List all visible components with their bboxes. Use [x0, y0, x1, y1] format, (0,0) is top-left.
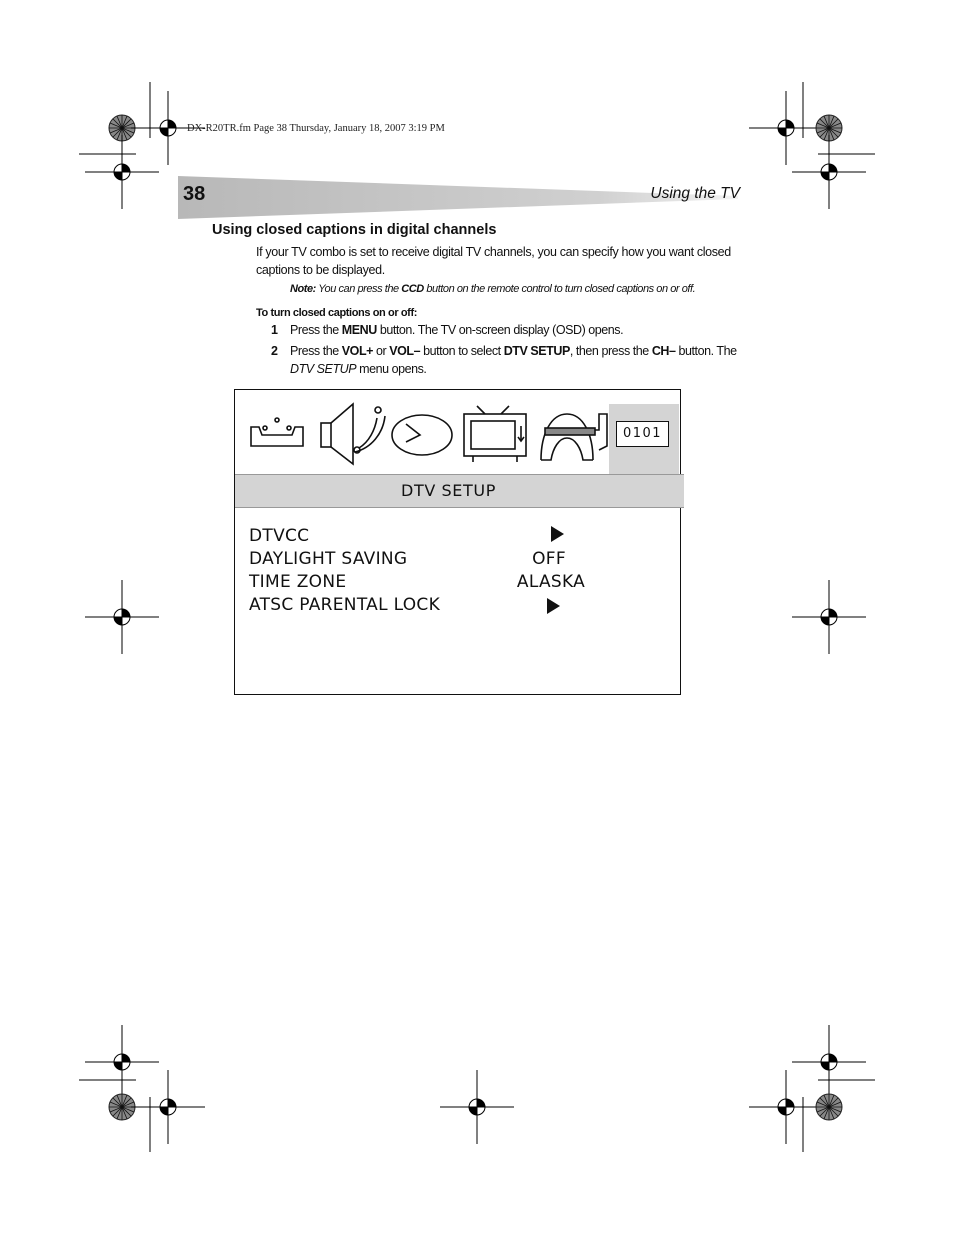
steps-title: To turn closed captions on or off: — [256, 307, 417, 319]
key-ch-minus: CH– — [651, 344, 676, 358]
intro-paragraph: If your TV combo is set to receive digital TV channels, you can specify how you want closed captions to be displayed. — [256, 245, 731, 277]
step-text — [290, 321, 750, 339]
osd-row-time-zone-value: ALASKA — [516, 572, 586, 592]
step-text-part: , then press the — [569, 344, 652, 358]
note-label: Note: — [290, 283, 316, 295]
osd-icon-bar — [235, 390, 682, 476]
audio-speaker-icon — [321, 404, 385, 464]
osd-screen — [234, 389, 681, 695]
key-vol-minus: VOL– — [389, 344, 421, 358]
step-number: 2 — [271, 344, 278, 358]
section-name: Using the TV — [650, 185, 740, 202]
step-text — [290, 342, 750, 378]
osd-row-daylight-saving-label: DAYLIGHT SAVING — [249, 549, 408, 569]
key-dtv-setup: DTV SETUP — [503, 344, 570, 358]
key-menu: MENU — [341, 323, 377, 337]
step-text-part: button. The — [675, 344, 737, 358]
menu-name-italic: DTV SETUP — [290, 362, 357, 376]
step-text-part: button. The TV on-screen display (OSD) opens. — [376, 323, 624, 337]
osd-row-atsc-parental-lock-arrow-icon — [547, 598, 560, 614]
osd-row-dtvcc-label: DTVCC — [249, 526, 310, 546]
note-text-after: button on the remote control to turn closed captions on or off. — [423, 283, 696, 295]
osd-menu-title: DTV SETUP — [401, 481, 496, 500]
step-number: 1 — [271, 323, 278, 337]
osd-channel-code: 0101 — [616, 421, 669, 447]
osd-row-dtvcc-arrow-icon — [551, 526, 564, 542]
tv-channel-icon — [464, 406, 526, 462]
osd-row-time-zone-label: TIME ZONE — [249, 572, 347, 592]
osd-title-bar — [235, 474, 684, 508]
page-number: 38 — [183, 183, 206, 205]
file-info-slug: DX-R20TR.fm Page 38 Thursday, January 18, 2007 3:19 PM — [187, 123, 445, 134]
step-text-part: menu opens. — [356, 362, 427, 376]
osd-row-daylight-saving-value: OFF — [532, 549, 566, 569]
step-text-part: or — [372, 344, 390, 358]
step-text-part: button to select — [420, 344, 504, 358]
picture-settings-icon — [251, 418, 303, 446]
note-text-before: You can press the — [315, 283, 402, 295]
lock-icon — [541, 414, 607, 460]
note-key: CCD — [401, 283, 424, 295]
note — [290, 283, 750, 295]
step-text-part: Press the — [290, 323, 342, 337]
section-heading: Using closed captions in digital channels — [212, 222, 497, 238]
key-vol-plus: VOL+ — [341, 344, 373, 358]
osd-row-atsc-parental-lock-label: ATSC PARENTAL LOCK — [249, 595, 441, 615]
clock-icon — [392, 415, 452, 455]
step-text-part: Press the — [290, 344, 342, 358]
